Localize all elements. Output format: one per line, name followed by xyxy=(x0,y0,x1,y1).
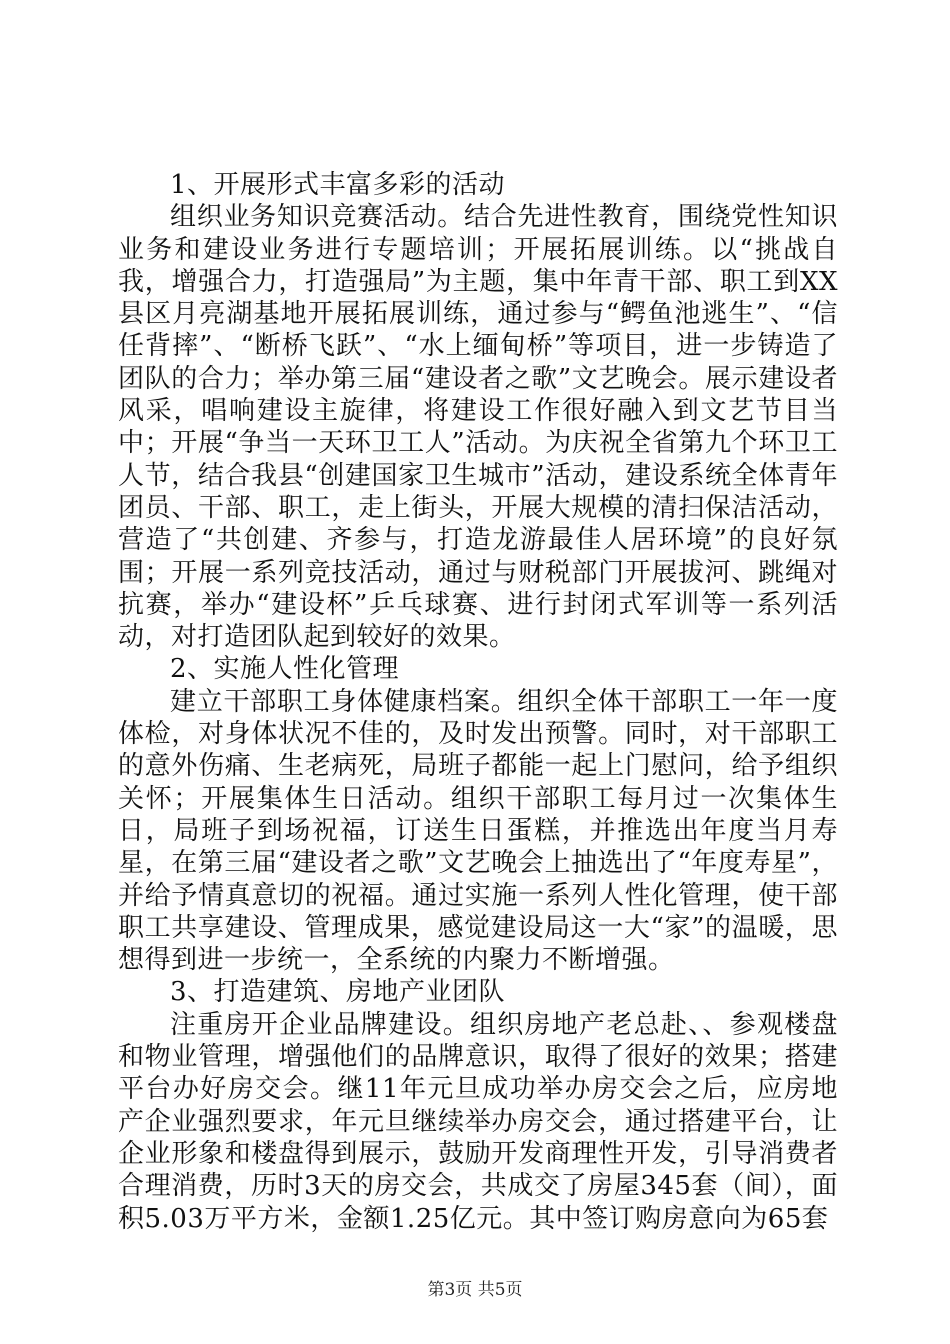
document-body xyxy=(118,169,838,1235)
section-paragraph-1: 组织业务知识竞赛活动。结合先进性教育，围绕党性知识业务和建设业务进行专题培训；开展拓展训练。以“挑战自我，增强合力，打造强局”为主题，集中年青干部、职工到XX县区月亮湖基地开展拓展训练，通过参与“鳄鱼池逃生”、“信任背摔”、“断桥飞跃”、“水上缅甸桥”等项目，进一步铸造了团队的合力；举办第三届“建设者之歌”文艺晚会。展示建设者风采，唱响建设主旋律，将建设工作很好融入到文艺节目当中；开展“争当一天环卫工人”活动。为庆祝全省第九个环卫工人节，结合我县“创建国家卫生城市”活动，建设系统全体青年团员、干部、职工，走上街头，开展大规模的清扫保洁活动，营造了“共创建、齐参与，打造龙游最佳人居环境”的良好氛围；开展一系列竞技活动，通过与财税部门开展拔河、跳绳对抗赛，举办“建设杯”乒乓球赛、进行封闭式军训等一系列活动，对打造团队起到较好的效果。 xyxy=(118,202,838,653)
section-heading-3: 3、打造建筑、房地产业团队 xyxy=(170,977,506,1008)
section-heading-1: 1、开展形式丰富多彩的活动 xyxy=(170,170,506,200)
section-heading-2: 2、实施人性化管理 xyxy=(170,654,400,685)
section-paragraph-2: 建立干部职工身体健康档案。组织全体干部职工一年一度体检，对身体状况不佳的，及时发出预警。同时，对干部职工的意外伤痛、生老病死，局班子都能一起上门慰问，给予组织关怀；开展集体生日活动。组织干部职工每月过一次集体生日，局班子到场祝福，订送生日蛋糕，并推选出年度当月寿星，在第三届“建设者之歌”文艺晚会上抽选出了“年度寿星”，并给予情真意切的祝福。通过实施一系列人性化管理，使干部职工共享建设、管理成果，感觉建设局这一大“家”的温暖，思想得到进一步统一，全系统的内聚力不断增强。 xyxy=(118,686,838,976)
section-paragraph-3: 注重房开企业品牌建设。组织房地产老总赴、、参观楼盘和物业管理，增强他们的品牌意识，取得了很好的效果；搭建平台办好房交会。继11年元旦成功举办房交会之后，应房地产企业强烈要求，年元旦继续举办房交会，通过搭建平台，让企业形象和楼盘得到展示，鼓励开发商理性开发，引导消费者合理消费，历时3天的房交会，共成交了房屋345套（间），面积5.03万平方米，金额1.25亿元。其中签订购房意向为65套 xyxy=(118,1009,838,1234)
page-number-footer: 第3页 共5页 xyxy=(427,1280,523,1300)
